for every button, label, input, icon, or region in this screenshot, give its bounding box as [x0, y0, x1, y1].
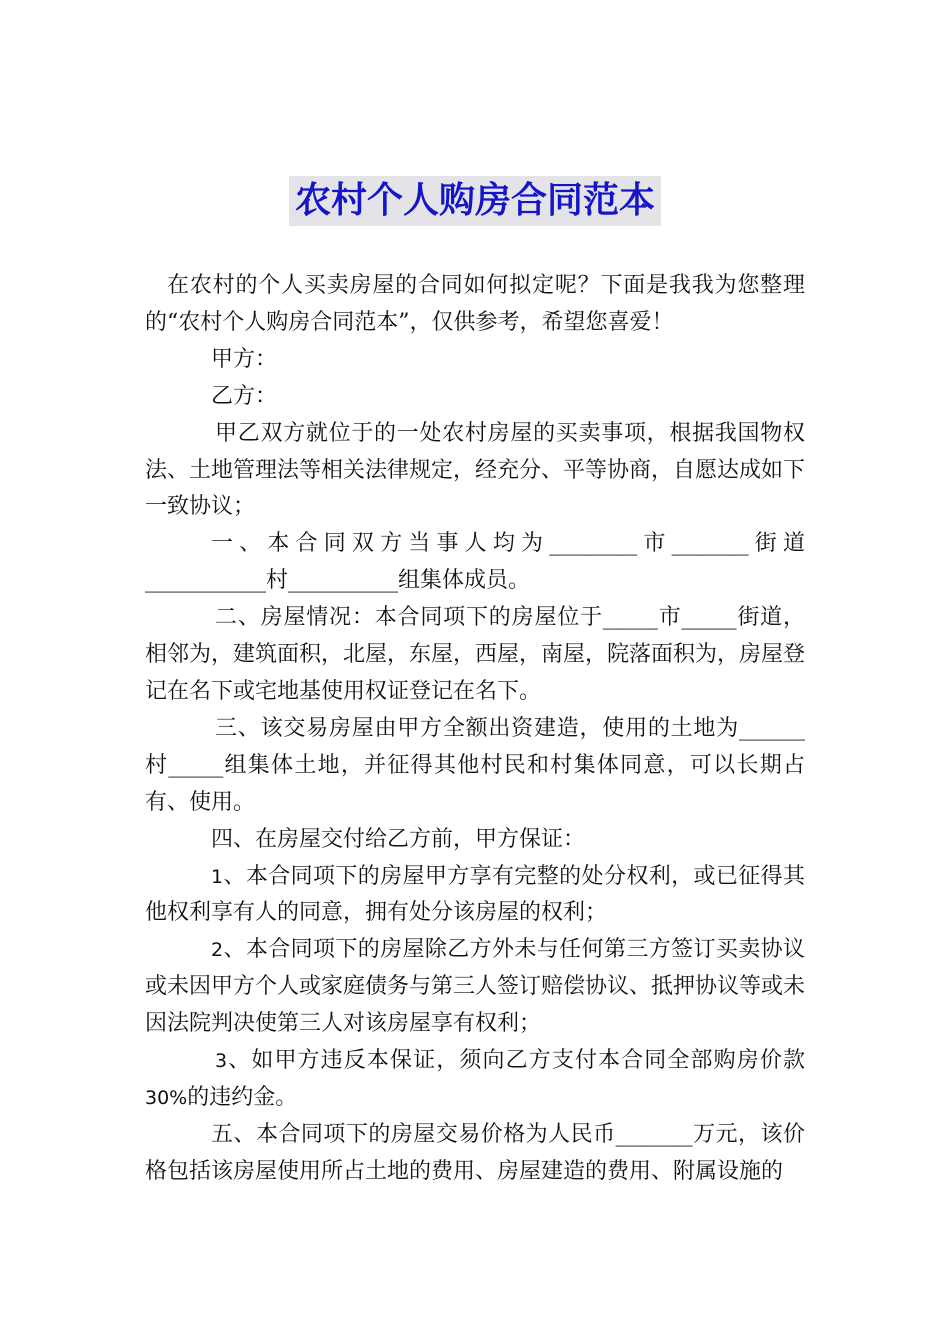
- clause-4-item-2: [145, 932, 805, 1043]
- clause-4-item-3: [145, 1043, 805, 1117]
- clause-1: 一、本合同双方当事人均为________市_______街道___________村__________组集体成员。: [145, 531, 805, 594]
- item-3-percent: 30%: [145, 1086, 188, 1109]
- item-3-number: 3: [215, 1050, 228, 1073]
- item-3-text-a: 、如甲方违反本保证，须向乙方支付本合同全部购房价款: [227, 1048, 805, 1074]
- item-1-number: 1: [211, 865, 224, 888]
- preamble-paragraph: 甲乙双方就位于的一处农村房屋的买卖事项，根据我国物权法、土地管理法等相关法律规定，经充分、平等协商，自愿达成如下一致协议；: [145, 420, 806, 520]
- document-title: 农村个人购房合同范本: [289, 176, 661, 226]
- clause-4: 四、在房屋交付给乙方前，甲方保证：: [211, 826, 586, 852]
- clause-3: 三、该交易房屋由甲方全额出资建造，使用的土地为______村_____组集体土地，并征得其他村民和村集体同意，可以长期占有、使用。: [145, 715, 805, 815]
- clause-5: 五、本合同项下的房屋交易价格为人民币_______万元，该价格包括该房屋使用所占土地的费用、房屋建造的费用、附属设施的: [145, 1121, 805, 1184]
- item-1-text: 、本合同项下的房屋甲方享有完整的处分权利，或已征得其他权利享有人的同意，拥有处分该房屋的权利；: [145, 863, 805, 926]
- item-2-number: 2: [211, 939, 224, 962]
- intro-paragraph: 在农村的个人买卖房屋的合同如何拟定呢？下面是我我为您整理的“农村个人购房合同范本”，仅供参考，希望您喜爱！: [145, 273, 805, 335]
- title-container: [0, 176, 950, 226]
- item-3-text-b: 的违约金。: [187, 1084, 298, 1110]
- item-2-text: 、本合同项下的房屋除乙方外未与任何第三方签订买卖协议或未因甲方个人或家庭债务与第三人签订赔偿协议、抵押协议等或未因法院判决使第三人对该房屋享有权利；: [145, 937, 806, 1037]
- clause-2: 二、房屋情况：本合同项下的房屋位于_____市_____街道，相邻为，建筑面积，北屋，东屋，西屋，南屋，院落面积为，房屋登记在名下或宅地基使用权证登记在名下。: [145, 605, 806, 704]
- clause-4-item-1: [145, 859, 805, 933]
- party-a-line: 甲方：: [211, 346, 278, 372]
- document-body: [145, 268, 805, 1191]
- party-b-line: 乙方：: [211, 383, 278, 409]
